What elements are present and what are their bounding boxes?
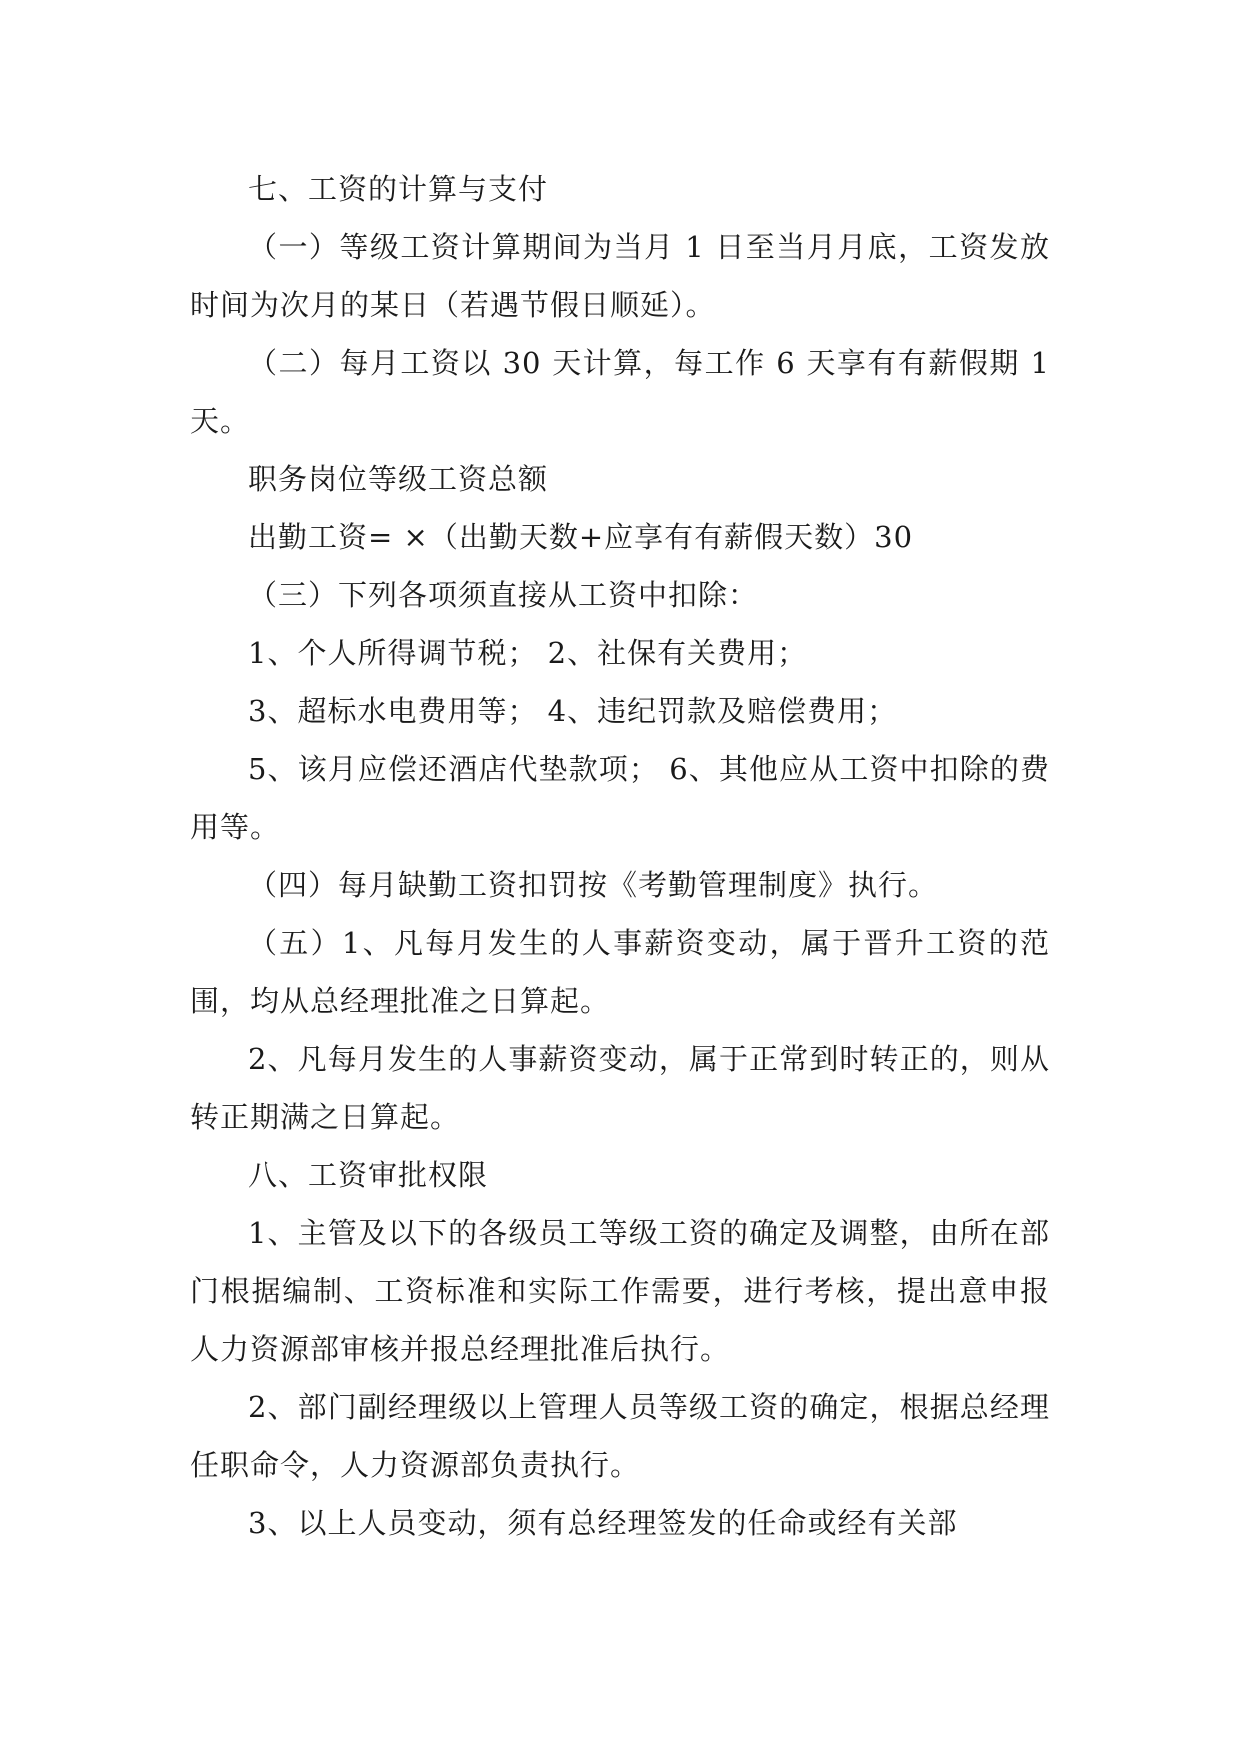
deduction-items-3-4: 3、超标水电费用等； 4、违纪罚款及赔偿费用； xyxy=(248,694,898,728)
paragraph-absence-deduction: （四）每月缺勤工资扣罚按《考勤管理制度》执行。 xyxy=(248,868,939,902)
paragraph-promotion-change: （五）1、凡每月发生的人事薪资变动，属于晋升工资的范围，均从总经理批准之日算起。 xyxy=(190,926,1050,1018)
deduction-items-1-2: 1、个人所得调节税； 2、社保有关费用； xyxy=(248,636,808,670)
paragraph-manager-approval: 2、部门副经理级以上管理人员等级工资的确定，根据总经理任职命令，人力资源部负责执行。 xyxy=(190,1390,1050,1482)
formula-attendance-salary: 出勤工资= ×（出勤天数+应享有有薪假天数）30 xyxy=(248,520,914,554)
paragraph-personnel-change: 3、以上人员变动，须有总经理签发的任命或经有关部 xyxy=(248,1506,958,1540)
paragraph-monthly-days: （二）每月工资以 30 天计算，每工作 6 天享有有薪假期 1 天。 xyxy=(190,346,1050,438)
deduction-items-5-6: 5、该月应偿还酒店代垫款项； 6、其他应从工资中扣除的费用等。 xyxy=(190,752,1050,844)
section-heading-approval-authority: 八、工资审批权限 xyxy=(248,1158,489,1192)
paragraph-pay-period: （一）等级工资计算期间为当月 1 日至当月月底，工资发放时间为次月的某日（若遇节假日顺延）。 xyxy=(190,230,1050,322)
paragraph-regularization-change: 2、凡每月发生的人事薪资变动，属于正常到时转正的，则从转正期满之日算起。 xyxy=(190,1042,1050,1134)
section-heading-salary-calculation: 七、工资的计算与支付 xyxy=(248,172,549,206)
document-body xyxy=(190,160,1050,1552)
paragraph-deductions-intro: （三）下列各项须直接从工资中扣除： xyxy=(248,578,759,612)
formula-numerator-label: 职务岗位等级工资总额 xyxy=(248,462,549,496)
paragraph-staff-approval: 1、主管及以下的各级员工等级工资的确定及调整，由所在部门根据编制、工资标准和实际工作需要，进行考核，提出意申报人力资源部审核并报总经理批准后执行。 xyxy=(190,1216,1050,1366)
